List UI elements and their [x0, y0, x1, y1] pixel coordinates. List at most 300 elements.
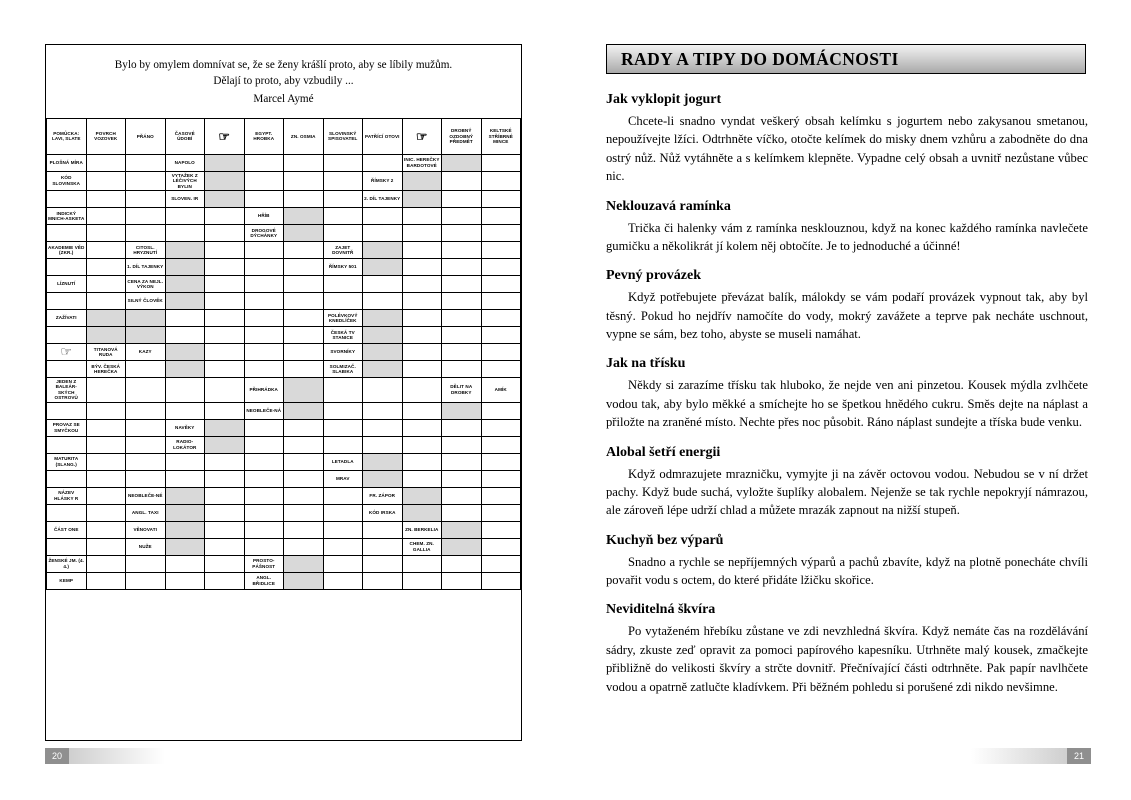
crossword-answer-cell[interactable] [323, 292, 363, 309]
crossword-answer-cell[interactable] [126, 309, 166, 326]
crossword-row [47, 487, 521, 504]
crossword-answer-cell[interactable] [86, 309, 126, 326]
crossword-answer-cell[interactable] [442, 360, 482, 377]
article-section-heading: Alobal šetří energii [606, 444, 721, 460]
crossword-answer-cell[interactable] [363, 453, 403, 470]
crossword-answer-cell[interactable] [442, 402, 482, 419]
crossword-answer-cell[interactable] [86, 504, 126, 521]
crossword-clue-cell: SOLMIZAČ. SLABIKA [323, 360, 363, 377]
crossword-answer-cell[interactable] [363, 309, 403, 326]
crossword-column-header: ZN. OSMIA [284, 118, 324, 154]
crossword-answer-cell[interactable] [86, 572, 126, 589]
crossword-clue-cell: NÁZEV HLÁSKY R [47, 487, 87, 504]
crossword-answer-cell[interactable] [481, 436, 521, 453]
crossword-answer-cell[interactable] [126, 555, 166, 572]
crossword-answer-cell[interactable] [284, 419, 324, 436]
crossword-answer-cell[interactable] [126, 453, 166, 470]
crossword-answer-cell[interactable] [442, 309, 482, 326]
article-section-heading: Neklouzavá ramínka [606, 198, 731, 214]
crossword-answer-cell[interactable] [86, 292, 126, 309]
crossword-clue-cell: LETADLA [323, 453, 363, 470]
crossword-answer-cell[interactable] [442, 504, 482, 521]
crossword-answer-cell[interactable] [442, 171, 482, 190]
article-body [606, 88, 1088, 696]
crossword-answer-cell[interactable] [205, 436, 245, 453]
crossword-answer-cell[interactable] [284, 207, 324, 224]
crossword-answer-cell[interactable] [402, 309, 442, 326]
crossword-answer-cell[interactable] [284, 521, 324, 538]
crossword-answer-cell[interactable] [47, 504, 87, 521]
crossword-answer-cell[interactable] [205, 207, 245, 224]
crossword-answer-cell[interactable] [481, 487, 521, 504]
crossword-row [47, 521, 521, 538]
crossword-answer-cell[interactable] [205, 309, 245, 326]
crossword-answer-cell[interactable] [323, 572, 363, 589]
crossword-answer-cell[interactable] [442, 572, 482, 589]
crossword-answer-cell[interactable] [323, 521, 363, 538]
crossword-answer-cell[interactable] [86, 402, 126, 419]
crossword-answer-cell[interactable] [205, 343, 245, 360]
crossword-clue-cell: VYTAŽEK Z LÉČIVÝCH BYLIN [165, 171, 205, 190]
crossword-answer-cell[interactable] [244, 419, 284, 436]
article-section-text: Snadno a rychle se nepříjemných výparů a pachů zbavíte, když na plotně ponecháte chvíli povařit vodu s octem, do které přidáte lžičku skořice. [606, 554, 1088, 587]
crossword-answer-cell[interactable] [165, 572, 205, 589]
crossword-answer-cell[interactable] [126, 171, 166, 190]
crossword-answer-cell[interactable] [47, 190, 87, 207]
crossword-answer-cell[interactable] [363, 470, 403, 487]
crossword-answer-cell[interactable] [481, 555, 521, 572]
crossword-answer-cell[interactable] [481, 292, 521, 309]
crossword-answer-cell[interactable] [165, 487, 205, 504]
crossword-row [47, 360, 521, 377]
page-number-right: 21 [1067, 748, 1091, 764]
crossword-answer-cell[interactable] [442, 453, 482, 470]
crossword-answer-cell[interactable] [442, 419, 482, 436]
crossword-answer-cell[interactable] [323, 377, 363, 402]
crossword-grid[interactable] [46, 118, 521, 590]
crossword-answer-cell[interactable] [126, 207, 166, 224]
crossword-answer-cell[interactable] [47, 292, 87, 309]
crossword-answer-cell[interactable] [323, 224, 363, 241]
crossword-answer-cell[interactable] [481, 154, 521, 171]
crossword-clue-cell: RADIO-LOKÁTOR [165, 436, 205, 453]
crossword-answer-cell[interactable] [165, 402, 205, 419]
crossword-answer-cell[interactable] [205, 377, 245, 402]
crossword-answer-cell[interactable] [205, 326, 245, 343]
crossword-clue-cell: FR. ZÁPOR [363, 487, 403, 504]
crossword-answer-cell[interactable] [323, 538, 363, 555]
crossword-answer-cell[interactable] [363, 377, 403, 402]
crossword-answer-cell[interactable] [402, 224, 442, 241]
crossword-answer-cell[interactable] [165, 292, 205, 309]
crossword-answer-cell[interactable] [402, 377, 442, 402]
crossword-answer-cell[interactable] [402, 275, 442, 292]
crossword-answer-cell[interactable] [363, 207, 403, 224]
hand-icon: ☞ [205, 118, 245, 154]
crossword-answer-cell[interactable] [481, 419, 521, 436]
crossword-answer-cell[interactable] [402, 436, 442, 453]
crossword-answer-cell[interactable] [284, 453, 324, 470]
crossword-answer-cell[interactable] [284, 190, 324, 207]
crossword-answer-cell[interactable] [363, 572, 403, 589]
crossword-answer-cell[interactable] [402, 207, 442, 224]
crossword-answer-cell[interactable] [165, 453, 205, 470]
crossword-answer-cell[interactable] [284, 402, 324, 419]
crossword-answer-cell[interactable] [205, 258, 245, 275]
crossword-answer-cell[interactable] [323, 154, 363, 171]
crossword-answer-cell[interactable] [363, 555, 403, 572]
crossword-answer-cell[interactable] [481, 538, 521, 555]
crossword-clue-cell: ČESKÁ TV STANICE [323, 326, 363, 343]
crossword-answer-cell[interactable] [481, 453, 521, 470]
crossword-answer-cell[interactable] [244, 470, 284, 487]
crossword-answer-cell[interactable] [402, 470, 442, 487]
crossword-clue-cell: VĚNOVATI [126, 521, 166, 538]
crossword-answer-cell[interactable] [244, 275, 284, 292]
crossword-answer-cell[interactable] [284, 258, 324, 275]
crossword-answer-cell[interactable] [363, 538, 403, 555]
crossword-answer-cell[interactable] [442, 207, 482, 224]
crossword-answer-cell[interactable] [126, 470, 166, 487]
crossword-answer-cell[interactable] [284, 275, 324, 292]
crossword-answer-cell[interactable] [481, 572, 521, 589]
crossword-answer-cell[interactable] [47, 470, 87, 487]
crossword-quote [46, 45, 521, 118]
article-section-text: Když potřebujete převázat balík, málokdy se vám podaří provázek vypnout tak, aby byl těsný. Pokud ho nejdřív namočíte do vody, mokrý zavážete a teprve pak necháte uschnout, vypne se sám, bez toho, abyste se museli namáhat. [606, 290, 1088, 341]
crossword-answer-cell[interactable] [205, 453, 245, 470]
crossword-answer-cell[interactable] [481, 275, 521, 292]
crossword-clue-cell: SILNÝ ČLOVĚK [126, 292, 166, 309]
crossword-answer-cell[interactable] [363, 360, 403, 377]
crossword-row [47, 470, 521, 487]
crossword-answer-cell[interactable] [323, 207, 363, 224]
crossword-answer-cell[interactable] [402, 504, 442, 521]
crossword-answer-cell[interactable] [126, 326, 166, 343]
crossword-answer-cell[interactable] [205, 275, 245, 292]
crossword-answer-cell[interactable] [165, 326, 205, 343]
crossword-answer-cell[interactable] [363, 436, 403, 453]
crossword-answer-cell[interactable] [363, 241, 403, 258]
crossword-answer-cell[interactable] [86, 453, 126, 470]
crossword-column-header: PŘÁNO [126, 118, 166, 154]
crossword-answer-cell[interactable] [86, 470, 126, 487]
crossword-column-header: PATŘÍCÍ OTOVI [363, 118, 403, 154]
crossword-answer-cell[interactable] [244, 487, 284, 504]
crossword-answer-cell[interactable] [165, 538, 205, 555]
crossword-answer-cell[interactable] [86, 224, 126, 241]
crossword-answer-cell[interactable] [165, 275, 205, 292]
crossword-column-header: POMŮCKA: LAVI, SLATE [47, 118, 87, 154]
crossword-clue-cell: 2. DÍL TAJENKY [363, 190, 403, 207]
crossword-answer-cell[interactable] [284, 360, 324, 377]
crossword-answer-cell[interactable] [86, 326, 126, 343]
crossword-answer-cell[interactable] [47, 258, 87, 275]
crossword-clue-cell: ZAŽÍVATI [47, 309, 87, 326]
crossword-answer-cell[interactable] [481, 241, 521, 258]
crossword-answer-cell[interactable] [244, 504, 284, 521]
crossword-answer-cell[interactable] [442, 275, 482, 292]
crossword-answer-cell[interactable] [284, 343, 324, 360]
crossword-answer-cell[interactable] [165, 309, 205, 326]
crossword-answer-cell[interactable] [244, 343, 284, 360]
crossword-answer-cell[interactable] [323, 487, 363, 504]
crossword-answer-cell[interactable] [126, 360, 166, 377]
crossword-answer-cell[interactable] [126, 572, 166, 589]
crossword-answer-cell[interactable] [363, 326, 403, 343]
crossword-answer-cell[interactable] [205, 470, 245, 487]
crossword-answer-cell[interactable] [402, 572, 442, 589]
crossword-answer-cell[interactable] [47, 224, 87, 241]
crossword-answer-cell[interactable] [165, 470, 205, 487]
crossword-answer-cell[interactable] [442, 521, 482, 538]
crossword-answer-cell[interactable] [481, 190, 521, 207]
article-section-heading: Kuchyň bez výparů [606, 532, 724, 548]
crossword-answer-cell[interactable] [205, 487, 245, 504]
crossword-clue-cell: PROVAZ SE SMYČKOU [47, 419, 87, 436]
crossword-answer-cell[interactable] [244, 171, 284, 190]
crossword-answer-cell[interactable] [86, 538, 126, 555]
crossword-answer-cell[interactable] [284, 224, 324, 241]
crossword-answer-cell[interactable] [402, 171, 442, 190]
crossword-answer-cell[interactable] [165, 360, 205, 377]
crossword-answer-cell[interactable] [481, 309, 521, 326]
crossword-answer-cell[interactable] [205, 224, 245, 241]
crossword-answer-cell[interactable] [86, 241, 126, 258]
crossword-answer-cell[interactable] [481, 207, 521, 224]
crossword-answer-cell[interactable] [126, 436, 166, 453]
crossword-clue-cell: CITOSL. HRYZNUTÍ [126, 241, 166, 258]
crossword-answer-cell[interactable] [47, 360, 87, 377]
article-section-text: Když odmrazujete mrazničku, vymyjte ji na závěr octovou vodou. Nebudou se v ní držet pachy. Když bude suchá, vyložte šuplíky alobalem. Nejenže se tak rychle nepokryjí námrazou, ale zároveň lépe udrží chlad a můžete mrazák zapnout na nižší stupeň. [606, 466, 1088, 518]
crossword-answer-cell[interactable] [442, 241, 482, 258]
crossword-answer-cell[interactable] [126, 190, 166, 207]
crossword-answer-cell[interactable] [284, 377, 324, 402]
crossword-row [47, 377, 521, 402]
crossword-answer-cell[interactable] [284, 292, 324, 309]
crossword-answer-cell[interactable] [363, 419, 403, 436]
crossword-answer-cell[interactable] [481, 360, 521, 377]
crossword-row [47, 453, 521, 470]
crossword-answer-cell[interactable] [284, 538, 324, 555]
crossword-answer-cell[interactable] [86, 419, 126, 436]
crossword-answer-cell[interactable] [323, 402, 363, 419]
crossword-answer-cell[interactable] [165, 377, 205, 402]
crossword-clue-cell: CENA ZA NEJL. VÝKON [126, 275, 166, 292]
crossword-answer-cell[interactable] [86, 275, 126, 292]
crossword-answer-cell[interactable] [442, 292, 482, 309]
crossword-answer-cell[interactable] [244, 436, 284, 453]
crossword-answer-cell[interactable] [284, 470, 324, 487]
crossword-answer-cell[interactable] [284, 241, 324, 258]
crossword-answer-cell[interactable] [244, 241, 284, 258]
crossword-answer-cell[interactable] [165, 241, 205, 258]
crossword-answer-cell[interactable] [323, 419, 363, 436]
crossword-answer-cell[interactable] [126, 419, 166, 436]
crossword-answer-cell[interactable] [442, 436, 482, 453]
crossword-answer-cell[interactable] [86, 436, 126, 453]
crossword-answer-cell[interactable] [86, 377, 126, 402]
crossword-answer-cell[interactable] [402, 453, 442, 470]
crossword-answer-cell[interactable] [442, 154, 482, 171]
crossword-row [47, 402, 521, 419]
crossword-answer-cell[interactable] [165, 343, 205, 360]
crossword-answer-cell[interactable] [442, 224, 482, 241]
crossword-answer-cell[interactable] [205, 292, 245, 309]
crossword-answer-cell[interactable] [205, 555, 245, 572]
crossword-answer-cell[interactable] [284, 154, 324, 171]
crossword-clue-cell: KÓD SLOVINSKA [47, 171, 87, 190]
crossword-answer-cell[interactable] [323, 436, 363, 453]
crossword-answer-cell[interactable] [363, 258, 403, 275]
crossword-answer-cell[interactable] [442, 538, 482, 555]
crossword-answer-cell[interactable] [47, 436, 87, 453]
crossword-answer-cell[interactable] [363, 224, 403, 241]
crossword-answer-cell[interactable] [323, 555, 363, 572]
crossword-answer-cell[interactable] [205, 154, 245, 171]
crossword-row [47, 538, 521, 555]
crossword-answer-cell[interactable] [165, 224, 205, 241]
crossword-answer-cell[interactable] [126, 154, 166, 171]
crossword-row [47, 275, 521, 292]
crossword-answer-cell[interactable] [442, 487, 482, 504]
crossword-answer-cell[interactable] [205, 419, 245, 436]
crossword-answer-cell[interactable] [481, 171, 521, 190]
crossword-answer-cell[interactable] [442, 190, 482, 207]
crossword-answer-cell[interactable] [205, 538, 245, 555]
crossword-answer-cell[interactable] [47, 326, 87, 343]
crossword-answer-cell[interactable] [244, 292, 284, 309]
crossword-answer-cell[interactable] [402, 419, 442, 436]
crossword-answer-cell[interactable] [86, 154, 126, 171]
crossword-answer-cell[interactable] [481, 402, 521, 419]
crossword-answer-cell[interactable] [402, 292, 442, 309]
crossword-answer-cell[interactable] [402, 402, 442, 419]
crossword-answer-cell[interactable] [402, 258, 442, 275]
crossword-answer-cell[interactable] [86, 555, 126, 572]
crossword-answer-cell[interactable] [244, 154, 284, 171]
crossword-answer-cell[interactable] [126, 224, 166, 241]
crossword-answer-cell[interactable] [165, 555, 205, 572]
crossword-answer-cell[interactable] [323, 275, 363, 292]
crossword-answer-cell[interactable] [244, 538, 284, 555]
crossword-answer-cell[interactable] [363, 292, 403, 309]
crossword-column-header: DROBNÝ OZDOBNÝ PŘEDMĚT [442, 118, 482, 154]
crossword-answer-cell[interactable] [205, 360, 245, 377]
crossword-clue-cell: CHEM. ZN. GALLIA [402, 538, 442, 555]
crossword-answer-cell[interactable] [47, 402, 87, 419]
crossword-answer-cell[interactable] [481, 326, 521, 343]
crossword-answer-cell[interactable] [284, 572, 324, 589]
quote-line-2: Dělají to proto, aby vzbudily ... [213, 75, 354, 88]
crossword-answer-cell[interactable] [284, 487, 324, 504]
crossword-answer-cell[interactable] [126, 402, 166, 419]
crossword-clue-cell: MATURITA (SLANG.) [47, 453, 87, 470]
crossword-answer-cell[interactable] [244, 453, 284, 470]
crossword-answer-cell[interactable] [126, 377, 166, 402]
crossword-answer-cell[interactable] [402, 555, 442, 572]
crossword-answer-cell[interactable] [363, 154, 403, 171]
crossword-answer-cell[interactable] [205, 241, 245, 258]
crossword-answer-cell[interactable] [284, 326, 324, 343]
crossword-clue-cell: NEOBLEČE-NÉ [126, 487, 166, 504]
crossword-answer-cell[interactable] [284, 504, 324, 521]
crossword-answer-cell[interactable] [402, 343, 442, 360]
footer-bar-right [971, 748, 1067, 764]
crossword-answer-cell[interactable] [481, 521, 521, 538]
crossword-answer-cell[interactable] [284, 555, 324, 572]
crossword-answer-cell[interactable] [323, 504, 363, 521]
crossword-answer-cell[interactable] [244, 190, 284, 207]
crossword-clue-cell: ŘÍMSKY 2 [363, 171, 403, 190]
crossword-answer-cell[interactable] [363, 402, 403, 419]
crossword-answer-cell[interactable] [363, 275, 403, 292]
right-page [566, 0, 1131, 800]
crossword-answer-cell[interactable] [86, 207, 126, 224]
crossword-answer-cell[interactable] [481, 470, 521, 487]
crossword-answer-cell[interactable] [86, 190, 126, 207]
crossword-answer-cell[interactable] [165, 207, 205, 224]
crossword-answer-cell[interactable] [481, 504, 521, 521]
crossword-answer-cell[interactable] [47, 538, 87, 555]
crossword-answer-cell[interactable] [244, 326, 284, 343]
crossword-answer-cell[interactable] [442, 470, 482, 487]
crossword-answer-cell[interactable] [442, 258, 482, 275]
crossword-answer-cell[interactable] [481, 343, 521, 360]
crossword-answer-cell[interactable] [244, 258, 284, 275]
crossword-answer-cell[interactable] [244, 360, 284, 377]
quote-line-1: Bylo by omylem domnívat se, že se ženy krášlí proto, aby se líbily mužům. [114, 59, 453, 71]
crossword-answer-cell[interactable] [442, 555, 482, 572]
crossword-answer-cell[interactable] [205, 171, 245, 190]
crossword-answer-cell[interactable] [205, 402, 245, 419]
crossword-answer-cell[interactable] [481, 224, 521, 241]
crossword-answer-cell[interactable] [323, 190, 363, 207]
crossword-answer-cell[interactable] [165, 258, 205, 275]
crossword-answer-cell[interactable] [86, 258, 126, 275]
crossword-answer-cell[interactable] [205, 190, 245, 207]
crossword-answer-cell[interactable] [402, 241, 442, 258]
crossword-answer-cell[interactable] [165, 504, 205, 521]
crossword-answer-cell[interactable] [284, 171, 324, 190]
crossword-column-header: EGYPT. HROBKA [244, 118, 284, 154]
crossword-column-header: SLOVINSKÝ SPISOVATEL [323, 118, 363, 154]
crossword-answer-cell[interactable] [402, 487, 442, 504]
crossword-clue-cell: BÝV. ČESKÁ HEREČKA [86, 360, 126, 377]
crossword-answer-cell[interactable] [402, 190, 442, 207]
crossword-answer-cell[interactable] [442, 343, 482, 360]
crossword-answer-cell[interactable] [244, 521, 284, 538]
crossword-answer-cell[interactable] [86, 487, 126, 504]
crossword-answer-cell[interactable] [205, 572, 245, 589]
crossword-answer-cell[interactable] [481, 258, 521, 275]
crossword-answer-cell[interactable] [363, 343, 403, 360]
crossword-answer-cell[interactable] [363, 521, 403, 538]
crossword-answer-cell[interactable] [86, 171, 126, 190]
crossword-row [47, 224, 521, 241]
crossword-answer-cell[interactable] [284, 309, 324, 326]
crossword-answer-cell[interactable] [323, 171, 363, 190]
crossword-answer-cell[interactable] [442, 326, 482, 343]
crossword-header-row [47, 118, 521, 154]
crossword-answer-cell[interactable] [86, 521, 126, 538]
crossword-answer-cell[interactable] [165, 521, 205, 538]
crossword-answer-cell[interactable] [205, 521, 245, 538]
crossword-answer-cell[interactable] [402, 360, 442, 377]
crossword-answer-cell[interactable] [402, 326, 442, 343]
crossword-answer-cell[interactable] [244, 309, 284, 326]
crossword-answer-cell[interactable] [284, 436, 324, 453]
crossword-answer-cell[interactable] [205, 504, 245, 521]
